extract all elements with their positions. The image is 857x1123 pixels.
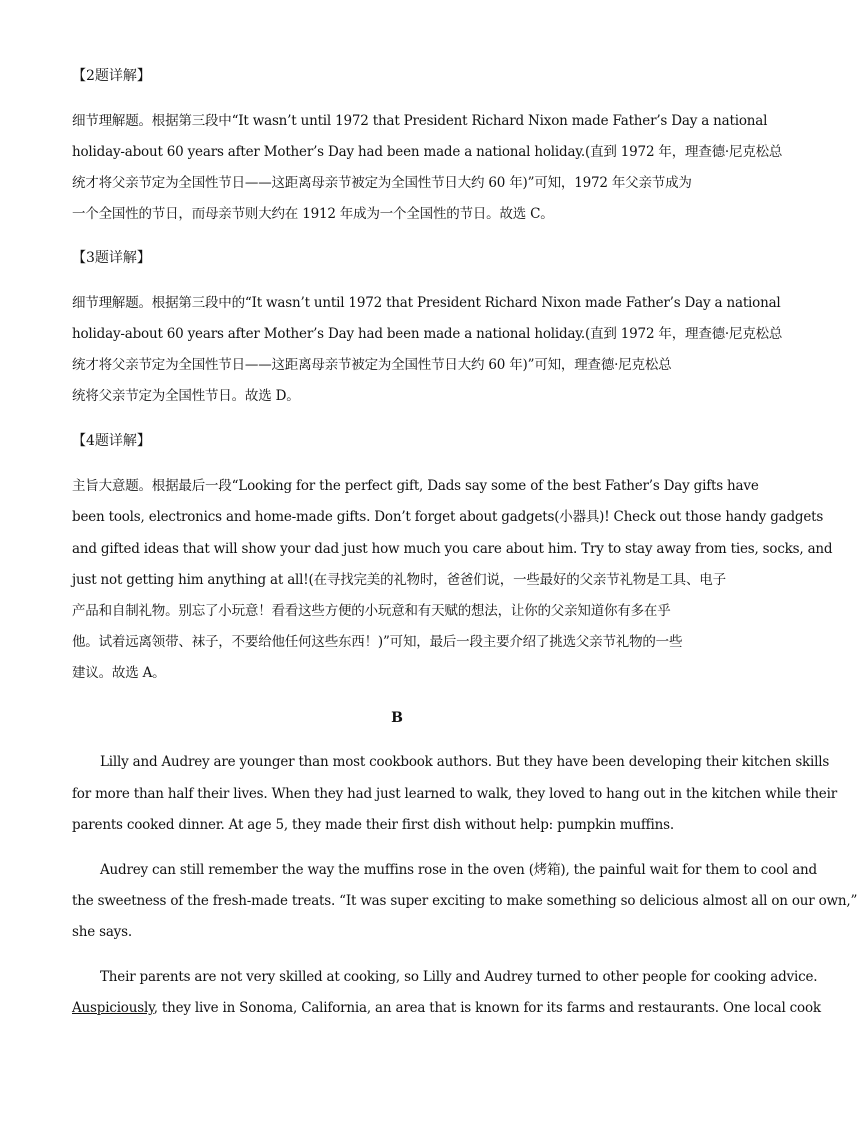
underlined-word: Auspiciously (72, 1000, 154, 1016)
answer-4-line-1: 主旨大意题。根据最后一段“Looking for the perfect gift, Dads say some of the best Father’s Day gifts have (72, 478, 759, 494)
answer-4-line-2: been tools, electronics and home-made gifts. Don’t forget about gadgets(小器具)! Check out those handy gadgets (72, 509, 824, 525)
section-b-p3-line-2-rest: , they live in Sonoma, California, an area that is known for its farms and restaurants. One local cook (153, 1000, 821, 1016)
answer-2-heading: 【2题详解】 (72, 68, 151, 84)
answer-4-line-7: 建议。故选 A。 (72, 665, 166, 681)
answer-3-line-4: 统将父亲节定为全国性节日。故选 D。 (72, 388, 300, 404)
section-b-p1-line-2: for more than half their lives. When they had just learned to walk, they loved to hang out in the kitchen while their (72, 786, 837, 802)
section-b-p2-line-3: she says. (72, 924, 132, 940)
answer-4-line-3: and gifted ideas that will show your dad just how much you care about him. Try to stay away from ties, socks, and (72, 541, 833, 557)
section-b-p2-line-2: the sweetness of the fresh-made treats. “It was super exciting to make something so delicious almost all on our own,” (72, 893, 857, 909)
answer-3-heading: 【3题详解】 (72, 250, 151, 266)
answer-4-heading: 【4题详解】 (72, 433, 151, 449)
answer-2-line-1: 细节理解题。根据第三段中“It wasn’t until 1972 that President Richard Nixon made Father’s Day a national (72, 113, 768, 129)
answer-3-line-2: holiday-about 60 years after Mother’s Day had been made a national holiday.(直到 1972 年，理查德·尼克松总 (72, 326, 783, 342)
answer-3-line-1: 细节理解题。根据第三段中的“It wasn’t until 1972 that President Richard Nixon made Father’s Day a national (72, 295, 781, 311)
section-b-p2-line-1: Audrey can still remember the way the muffins rose in the oven (烤箱), the painful wait for them to cool and (100, 862, 817, 878)
answer-2-line-4: 一个全国性的节日，而母亲节则大约在 1912 年成为一个全国性的节日。故选 C。 (72, 206, 554, 222)
section-b-title: B (391, 710, 403, 726)
answer-4-line-5: 产品和自制礼物。别忘了小玩意！看看这些方便的小玩意和有天赋的想法，让你的父亲知道你有多在乎 (72, 603, 671, 619)
answer-4-line-4: just not getting him anything at all!(在寻找完美的礼物时，爸爸们说，一些最好的父亲节礼物是工具、电子 (72, 572, 726, 588)
section-b-p3-line-2 (72, 998, 821, 1018)
section-b-p1-line-1: Lilly and Audrey are younger than most cookbook authors. But they have been developing their kitchen skills (100, 754, 830, 770)
answer-3-line-3: 统才将父亲节定为全国性节日——这距离母亲节被定为全国性节日大约 60 年)”可知，理查德·尼克松总 (72, 357, 672, 373)
answer-4-line-6: 他。试着远离领带、袜子，不要给他任何这些东西！)”可知，最后一段主要介绍了挑选父亲节礼物的一些 (72, 634, 683, 650)
section-b-p1-line-3: parents cooked dinner. At age 5, they made their first dish without help: pumpkin muffins. (72, 817, 674, 833)
answer-2-line-3: 统才将父亲节定为全国性节日——这距离母亲节被定为全国性节日大约 60 年)”可知，1972 年父亲节成为 (72, 175, 692, 191)
answer-2-line-2: holiday-about 60 years after Mother’s Day had been made a national holiday.(直到 1972 年，理查德·尼克松总 (72, 144, 783, 160)
section-b-p3-line-1: Their parents are not very skilled at cooking, so Lilly and Audrey turned to other people for cooking advice. (100, 969, 818, 985)
